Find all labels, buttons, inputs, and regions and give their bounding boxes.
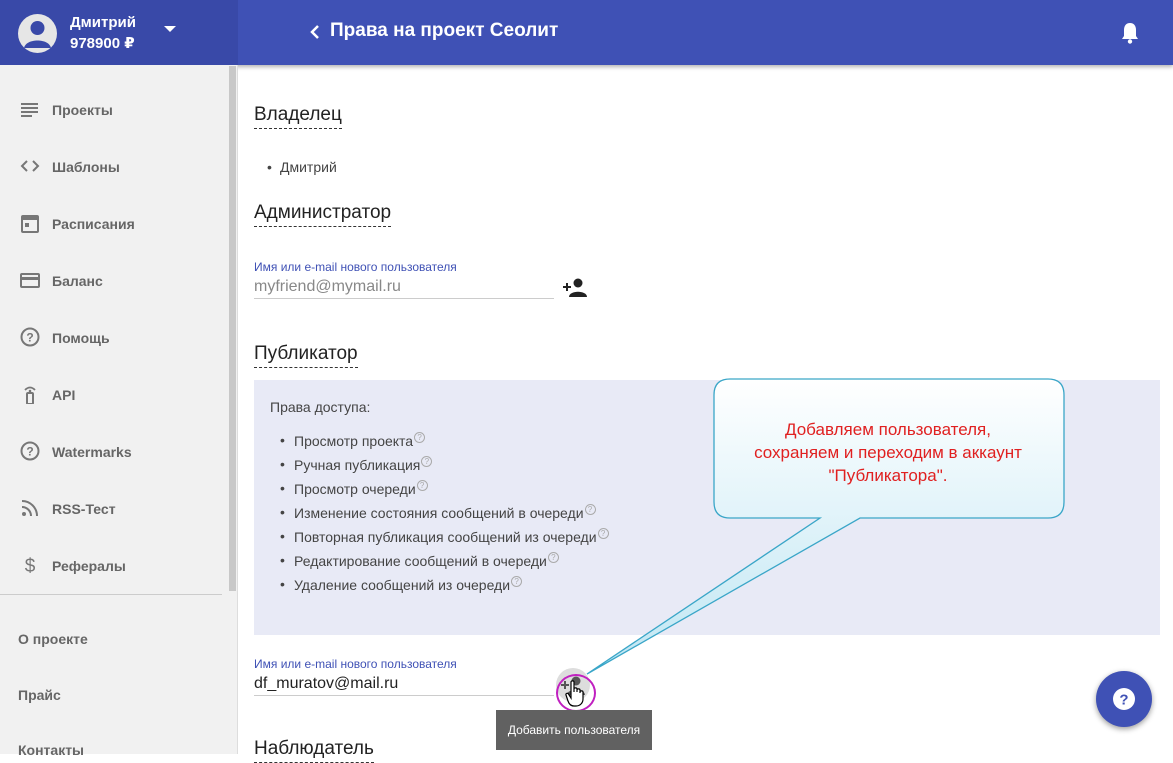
top-app-bar (0, 0, 1173, 65)
callout-text: Добавляем пользователя, сохраняем и переходим в аккаунт "Публикатора". (754, 420, 1022, 485)
admin-user-input[interactable] (254, 275, 554, 299)
list-item: • Редактирование сообщений в очереди ? (294, 552, 609, 576)
sidebar-item-rss-test[interactable] (0, 489, 226, 529)
sidebar-scrollbar[interactable] (229, 66, 236, 591)
help-icon[interactable]: ? (421, 456, 432, 467)
sidebar-item-api[interactable] (0, 375, 226, 415)
list-item: • Повторная публикация сообщений из очереди ? (294, 528, 609, 552)
sidebar-item-label: Шаблоны (52, 159, 120, 175)
sidebar-item-label: Проекты (52, 102, 113, 118)
sidebar-item-label: API (52, 387, 76, 403)
sidebar-item-referrals[interactable] (0, 546, 226, 586)
help-fab-button[interactable] (1096, 671, 1152, 727)
admin-heading: Администратор (254, 202, 391, 227)
help-circle-icon (20, 441, 40, 461)
calendar-icon (20, 213, 40, 233)
publisher-user-input[interactable] (254, 672, 554, 696)
sidebar-item-label: Рефералы (52, 558, 126, 574)
list-item: • Удаление сообщений из очереди ? (294, 576, 609, 600)
back-arrow-icon[interactable] (306, 22, 324, 42)
access-rights-title: Права доступа: (270, 399, 371, 415)
help-icon[interactable]: ? (585, 504, 596, 515)
list-item: • Просмотр проекта ? (294, 432, 609, 456)
publisher-heading: Публикатор (254, 343, 358, 368)
owner-name: • Дмитрий (280, 159, 337, 175)
svg-text:?: ? (1119, 691, 1129, 709)
svg-text:?: ? (26, 330, 34, 345)
add-user-icon[interactable] (562, 277, 588, 299)
user-name: Дмитрий (70, 14, 136, 31)
dollar-icon (20, 555, 40, 575)
sidebar-item-label: RSS-Тест (52, 501, 116, 517)
owner-heading: Владелец (254, 104, 342, 129)
help-icon[interactable]: ? (598, 528, 609, 539)
help-circle-icon (1096, 671, 1152, 727)
sidebar-item-watermarks[interactable] (0, 432, 226, 472)
help-icon[interactable]: ? (548, 552, 559, 563)
list-item: • Изменение состояния сообщений в очереди ? (294, 504, 609, 528)
list-item: • Ручная публикация ? (294, 456, 609, 480)
sidebar-item-label: Баланс (52, 273, 103, 289)
sidebar-item-label: Расписания (52, 216, 135, 232)
credit-card-icon (20, 270, 40, 290)
hand-cursor-icon (565, 680, 587, 708)
page-title: Права на проект Сеолит (330, 20, 559, 41)
permissions-list (294, 432, 609, 600)
user-menu[interactable] (0, 0, 238, 65)
chevron-down-icon[interactable] (164, 26, 176, 32)
code-icon (20, 156, 40, 176)
sidebar-item-templates[interactable] (0, 147, 226, 187)
help-icon[interactable]: ? (511, 576, 522, 587)
sidebar-link-pricing[interactable]: Прайс (18, 687, 61, 703)
sidebar-divider (0, 594, 222, 595)
help-circle-icon (20, 327, 40, 347)
list-icon (20, 99, 40, 119)
sidebar-item-balance[interactable] (0, 261, 226, 301)
svg-text:?: ? (26, 444, 34, 459)
svg-text:$: $ (24, 556, 36, 575)
sidebar-item-schedules[interactable] (0, 204, 226, 244)
observer-heading: Наблюдатель (254, 738, 374, 763)
tooltip: Добавить пользователя (496, 710, 652, 750)
sidebar-item-label: Помощь (52, 330, 110, 346)
sidebar-item-projects[interactable] (0, 90, 226, 130)
sidebar-link-about[interactable]: О проекте (18, 631, 88, 647)
sidebar-item-label: Watermarks (52, 444, 132, 460)
sidebar-item-help[interactable] (0, 318, 226, 358)
list-item: • Просмотр очереди ? (294, 480, 609, 504)
help-icon[interactable]: ? (414, 432, 425, 443)
user-balance: 978900 ₽ (70, 35, 135, 52)
help-icon[interactable]: ? (417, 480, 428, 491)
rss-icon (20, 498, 40, 518)
admin-field-label: Имя или e-mail нового пользователя (254, 260, 457, 274)
bell-icon[interactable] (1119, 21, 1141, 45)
api-icon (20, 384, 40, 404)
publisher-field-label: Имя или e-mail нового пользователя (254, 657, 457, 671)
sidebar-link-contacts[interactable]: Контакты (18, 742, 85, 758)
avatar (18, 14, 57, 53)
